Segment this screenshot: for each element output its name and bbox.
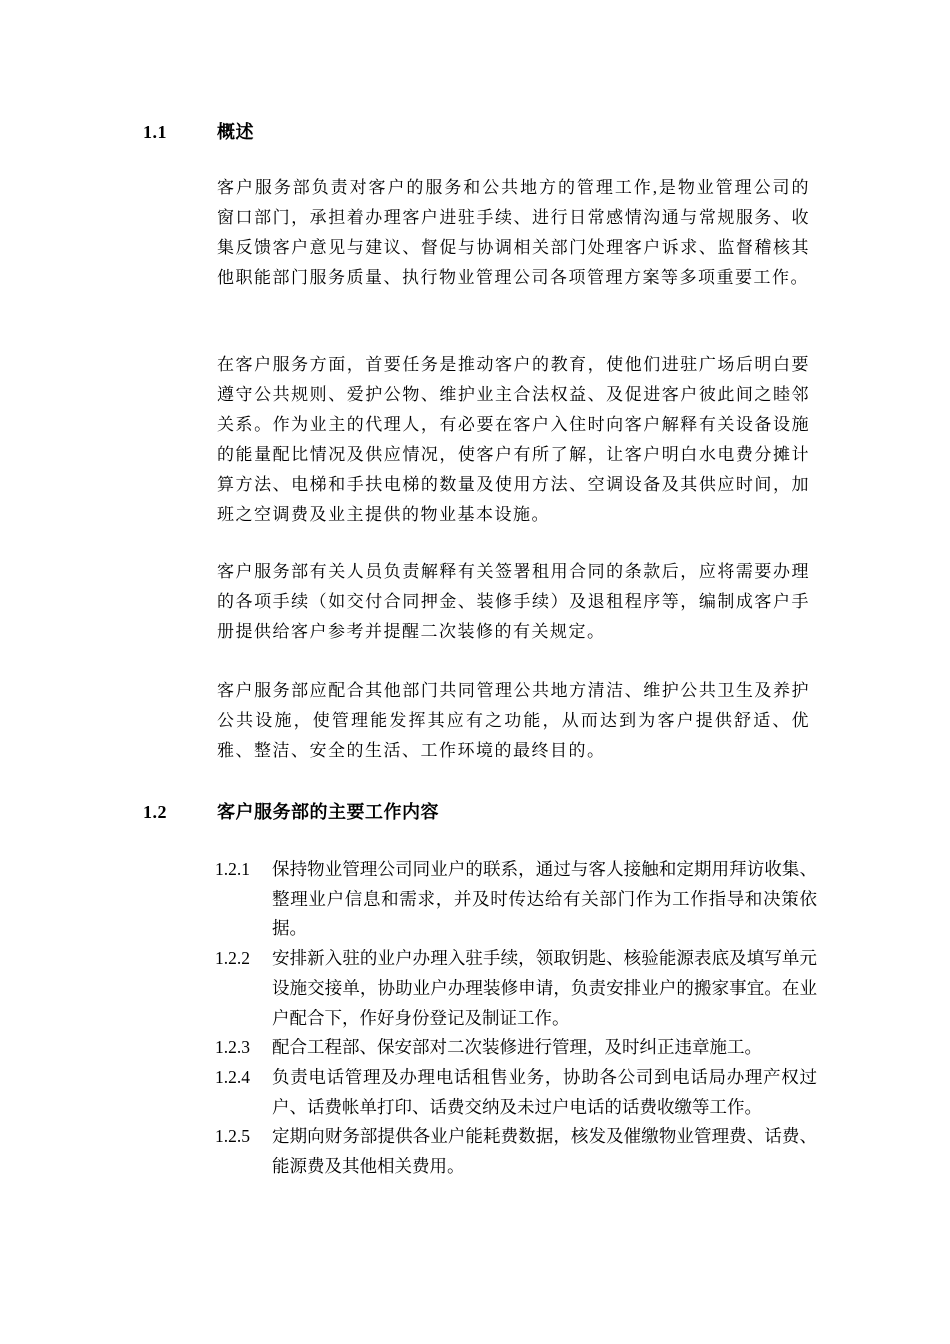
paragraph-overview-2: 在客户服务方面，首要任务是推动客户的教育，使他们进驻广场后明白要遵守公共规则、爱护公物、维护业主合法权益、及促进客户彼此间之睦邻关系。作为业主的代理人，有必要在客户入住时向客户解释有关设备设施的能量配比情况及供应情况，使客户有所了解，让客户明白水电费分摊计算方法、电梯和手扶电梯的数量及使用方法、空调设备及其供应时间，加班之空调费及业主提供的物业基本设施。 [217,355,810,524]
list-item [215,1122,817,1181]
paragraph-overview-4: 客户服务部应配合其他部门共同管理公共地方清洁、维护公共卫生及养护公共设施，使管理能发挥其应有之功能，从而达到为客户提供舒适、优雅、整洁、安全的生活、工作环境的最终目的。 [217,681,810,760]
item-text: 定期向财务部提供各业户能耗费数据，核发及催缴物业管理费、话费、能源费及其他相关费用。 [272,1126,817,1177]
item-number: 1.2.2 [215,948,250,969]
section-heading-1-2 [143,798,439,824]
item-number: 1.2.1 [215,859,250,879]
paragraph-overview-3: 客户服务部有关人员负责解释有关签署租用合同的条款后，应将需要办理的各项手续（如交付合同押金、装修手续）及退租程序等，编制成客户手册提供给客户参考并提醒二次装修的有关规定。 [217,562,810,641]
section-title: 概述 [217,122,254,142]
item-text: 安排新入驻的业户办理入驻手续，领取钥匙、核验能源表底及填写单元设施交接单，协助业户办理装修申请，负责安排业户的搬家事宜。在业户配合下，作好身份登记及制证工作。 [272,948,817,1028]
section-number: 1.1 [143,122,167,142]
item-text: 保持物业管理公司同业户的联系，通过与客人接触和定期用拜访收集、整理业户信息和需求，并及时传达给有关部门作为工作指导和决策依据。 [272,859,817,939]
item-number: 1.2.3 [215,1037,250,1058]
section-number: 1.2 [143,802,167,822]
paragraph-overview-1: 客户服务部负责对客户的服务和公共地方的管理工作,是物业管理公司的窗口部门，承担着办理客户进驻手续、进行日常感情沟通与常规服务、收集反馈客户意见与建议、督促与协调相关部门处理客户诉求、监督稽核其他职能部门服务质量、执行物业管理公司各项管理方案等多项重要工作。 [217,178,810,287]
item-text: 配合工程部、保安部对二次装修进行管理，及时纠正违章施工。 [272,1037,762,1058]
list-item [215,944,817,1033]
item-number: 1.2.4 [215,1066,250,1087]
item-text: 负责电话管理及办理电话租售业务，协助各公司到电话局办理产权过户、话费帐单打印、话费交纳及未过户电话的话费收缴等工作。 [272,1066,817,1117]
work-content-list [215,855,817,1182]
list-item [215,855,817,944]
section-heading-1-1 [143,118,254,144]
list-item [215,1033,817,1063]
item-number: 1.2.5 [215,1126,250,1147]
list-item [215,1063,817,1122]
section-title: 客户服务部的主要工作内容 [217,802,439,822]
